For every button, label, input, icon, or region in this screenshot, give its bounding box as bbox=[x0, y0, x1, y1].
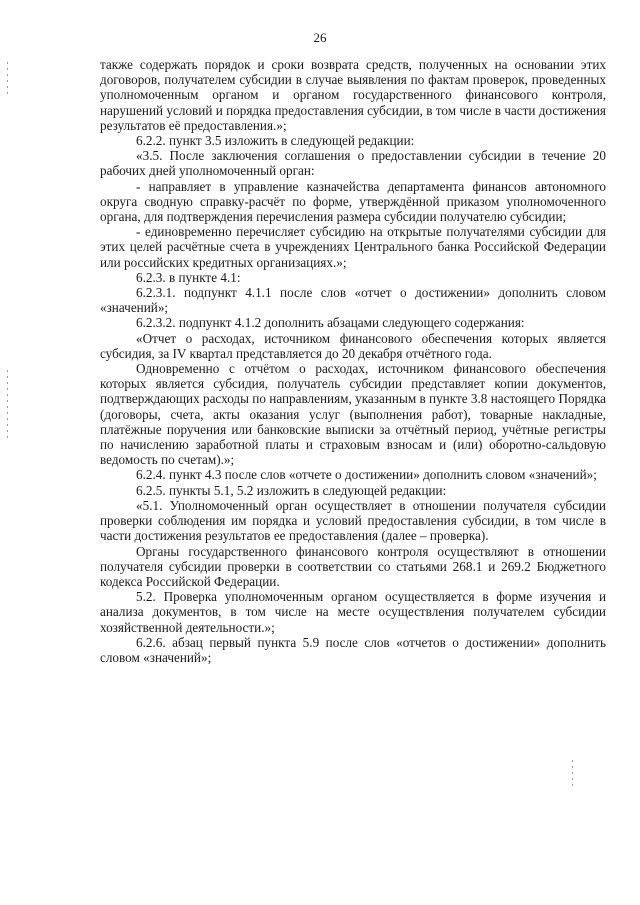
paragraph: «5.1. Уполномоченный орган осуществляет в отношении получателя субсидии проверки соблюдения им порядка и условий предоставления субсидии, в том числе в части достижения результатов ее предоставления (далее – проверка). bbox=[100, 497, 606, 544]
paragraph: «3.5. После заключения соглашения о предоставлении субсидии в течение 20 рабочих дней уполномоченный орган: bbox=[100, 148, 606, 179]
paragraph: - направляет в управление казначейства департамента финансов автономного округа сводную справку-расчёт по форме, утверждённой приказом уполномоченного органа, для подтверждения перечисления размера субсидии получателю субсидии; bbox=[100, 178, 606, 225]
document-body bbox=[100, 57, 606, 665]
paragraph: 6.2.6. абзац первый пункта 5.9 после слов «отчетов о достижении» дополнить словом «значений»; bbox=[100, 634, 606, 665]
paragraph: Одновременно с отчётом о расходах, источником финансового обеспечения которых является субсидия, получатель субсидии представляет копии документов, подтверждающих расходы по направлениям, указанным в пункте 3.8 настоящего Порядка (договоры, счета, акты оказания услуг (выполнения работ), товарные накладные, платёжные поручения или банковские выписки за отчётный период, учётные регистры по начислению заработной платы и страховым взносам и (или) оборотно-сальдовую ведомость по счетам).»; bbox=[100, 361, 606, 468]
scan-margin-mark bbox=[7, 62, 8, 98]
paragraph: 5.2. Проверка уполномоченным органом осуществляется в форме изучения и анализа документов, в том числе на месте осуществления получателем субсидии хозяйственной деятельности.»; bbox=[100, 589, 606, 635]
paragraph: также содержать порядок и сроки возврата средств, полученных на основании этих договоров, получателем субсидии в случае выявления по фактам проверок, проведенных уполномоченным органом и органом государственного финансового контроля, нарушений условий и порядка предоставления субсидии, в том числе в части достижения результатов её предоставления.»; bbox=[100, 57, 606, 133]
paragraph: - единовременно перечисляет субсидию на открытые получателями субсидии для этих целей расчётные счета в учреждениях Центрального банка Российской Федерации или российских кредитных организациях.»; bbox=[100, 224, 606, 270]
page-number: 26 bbox=[313, 30, 327, 45]
paragraph: 6.2.5. пункты 5.1, 5.2 изложить в следующей редакции: bbox=[136, 482, 447, 498]
scan-margin-mark bbox=[7, 370, 8, 442]
paragraph: 6.2.3.1. подпункт 4.1.1 после слов «отчет о достижении» дополнить словом «значений»; bbox=[100, 285, 606, 316]
paragraph: 6.2.2. пункт 3.5 изложить в следующей редакции: bbox=[136, 133, 415, 149]
paragraph: 6.2.3. в пункте 4.1: bbox=[136, 269, 241, 285]
scan-margin-mark bbox=[572, 760, 573, 788]
paragraph: 6.2.3.2. подпункт 4.1.2 дополнить абзацами следующего содержания: bbox=[136, 315, 525, 331]
paragraph: «Отчет о расходах, источником финансового обеспечения которых является субсидия, за IV квартал представляется до 20 декабря отчётного года. bbox=[100, 330, 606, 361]
paragraph: 6.2.4. пункт 4.3 после слов «отчете о достижении» дополнить словом «значений»; bbox=[136, 467, 597, 483]
paragraph: Органы государственного финансового контроля осуществляют в отношении получателя субсидии проверки в соответствии со статьями 268.1 и 269.2 Бюджетного кодекса Российской Федерации. bbox=[100, 543, 606, 589]
